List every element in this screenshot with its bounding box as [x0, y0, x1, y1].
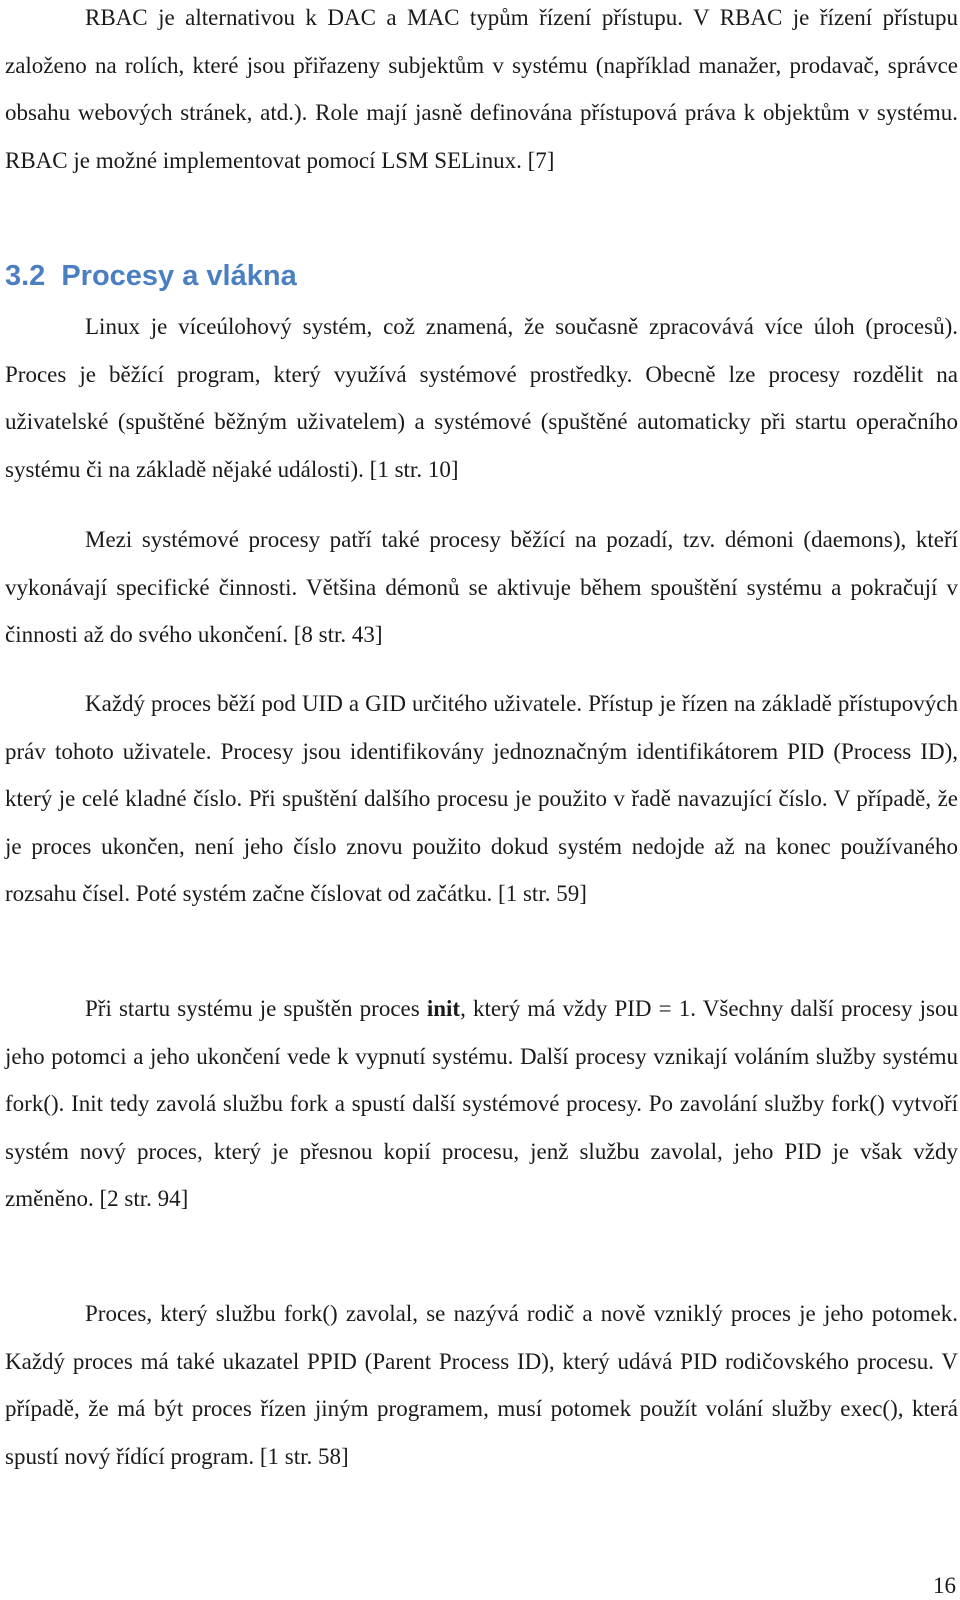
- section-heading: [5, 256, 297, 296]
- init-text-after: , který má vždy PID = 1. Všechny další procesy jsou jeho potomci a jeho ukončení vede k vypnutí systému. Další procesy vznikají voláním služby systému fork(). Init tedy zavolá službu fork a spustí další systémové procesy. Po zavolání služby fork() vytvoří systém nový proces, který je přesnou kopií procesu, jenž službu zavolal, jeho PID je však vždy změněno. [2 str. 94]: [5, 996, 958, 1211]
- paragraph-uid-gid-pid: Každý proces běží pod UID a GID určitého uživatele. Přístup je řízen na základě přístupových práv tohoto uživatele. Procesy jsou identifikovány jednoznačným identifikátorem PID (Process ID), který je celé kladné číslo. Při spuštění dalšího procesu je použito v řadě navazující číslo. V případě, že je proces ukončen, není jeho číslo znovu použito dokud systém nedojde až na konec používaného rozsahu čísel. Poté systém začne číslovat od začátku. [1 str. 59]: [5, 691, 958, 906]
- paragraph-rbac: RBAC je alternativou k DAC a MAC typům řízení přístupu. V RBAC je řízení přístupu založeno na rolích, které jsou přiřazeny subjektům v systému (například manažer, prodavač, správce obsahu webových stránek, atd.). Role mají jasně definována přístupová práva k objektům v systému. RBAC je možné implementovat pomocí LSM SELinux. [7]: [5, 5, 958, 173]
- section-number: 3.2: [5, 260, 46, 292]
- page-number: 16: [933, 1573, 956, 1598]
- paragraph-parent-child: Proces, který službu fork() zavolal, se nazývá rodič a nově vzniklý proces je jeho potomek. Každý proces má také ukazatel PPID (Parent Process ID), který udává PID rodičovského procesu. V případě, že má být proces řízen jiným programem, musí potomek použít volání služby exec(), která spustí nový řídící program. [1 str. 58]: [5, 1301, 958, 1469]
- paragraph-daemons: Mezi systémové procesy patří také procesy běžící na pozadí, tzv. démoni (daemons), kteří vykonávají specifické činnosti. Většina démonů se aktivuje během spouštění systému a pokračují v činnosti až do svého ukončení. [8 str. 43]: [5, 527, 958, 647]
- paragraph-linux-multitasking: Linux je víceúlohový systém, což znamená, že současně zpracovává více úloh (procesů). Proces je běžící program, který využívá systémové prostředky. Obecně lze procesy rozdělit na uživatelské (spuštěné běžným uživatelem) a systémové (spuštěné automaticky při startu operačního systému či na základě nějaké události). [1 str. 10]: [5, 314, 958, 482]
- section-title: Procesy a vlákna: [61, 260, 297, 292]
- init-keyword: init: [426, 996, 461, 1021]
- paragraph-init-fork: [5, 985, 958, 1223]
- init-text-before: Při startu systému je spuštěn proces: [85, 996, 427, 1021]
